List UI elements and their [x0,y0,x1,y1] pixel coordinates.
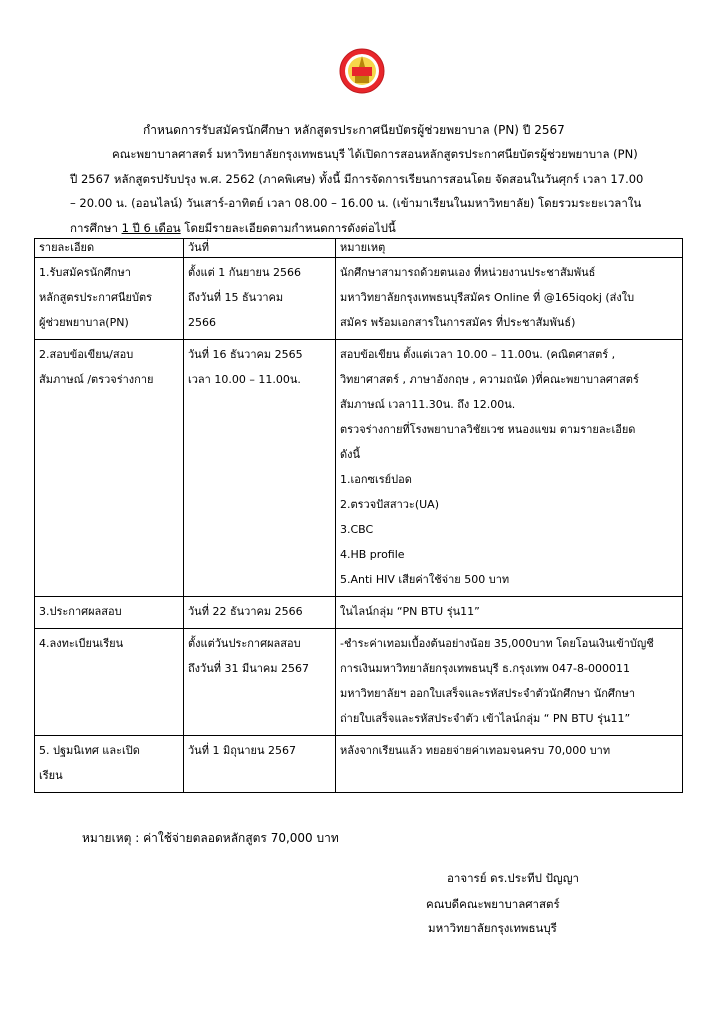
cell-line: ผู้ช่วยพยาบาล(PN) [39,316,129,329]
cell-line: นักศึกษาสามารถด้วยตนเอง ที่หน่วยงานประชาสัมพันธ์ [340,266,596,279]
cell-line: 2566 [188,316,216,329]
cell-line: การเงินมหาวิทยาลัยกรุงเทพธนบุรี ธ.กรุงเทพ 047-8-000011 [340,662,630,675]
cell-line: ในไลน์กลุ่ม “PN BTU รุ่น11” [340,605,480,618]
cell-line: มหาวิทยาลัยกรุงเทพธนบุรีสมัคร Online ที่ @165iqokj (ส่งใบ [340,291,635,304]
detail-cell [35,629,184,736]
table-row [35,629,683,736]
header-note: หมายเหตุ [336,239,683,258]
signer-organization: มหาวิทยาลัยกรุงเทพธนบุรี [428,921,557,935]
intro-paragraph-line [70,220,396,236]
cell-line: สัมภาษณ์ เวลา11.30น. ถึง 12.00น. [340,398,516,411]
table-row [35,258,683,340]
signer-title: คณบดีคณะพยาบาลศาสตร์ [426,897,560,911]
cell-line: 5. ปฐมนิเทศ และเปิด [39,744,140,757]
header-detail: รายละเอียด [35,239,184,258]
cell-line: 3.CBC [340,523,374,536]
cell-line: 4.ลงทะเบียนเรียน [39,637,124,650]
cell-line: ถึงวันที่ 15 ธันวาคม [188,291,284,304]
cell-line: หลังจากเรียนแล้ว ทยอยจ่ายค่าเทอมจนครบ 70,000 บาท [340,744,611,757]
cost-remark: หมายเหตุ : ค่าใช้จ่ายตลอดหลักสูตร 70,000 บาท [82,831,339,845]
cell-line: 5.Anti HIV เสียค่าใช้จ่าย 500 บาท [340,573,510,586]
cell-line: ตั้งแต่ 1 กันยายน 2566 [188,266,301,279]
intro-text: โดยมีรายละเอียดตามกำหนดการดังต่อไปนี้ [180,221,396,235]
header-date: วันที่ [184,239,336,258]
intro-paragraph-line: ปี 2567 หลักสูตรปรับปรุง พ.ศ. 2562 (ภาคพิเศษ) ทั้งนี้ มีการจัดการเรียนการสอนโดย จัดสอนในวันศุกร์ เวลา 17.00 [70,172,644,186]
document-title: กำหนดการรับสมัครนักศึกษา หลักสูตรประกาศนียบัตรผู้ช่วยพยาบาล (PN) ปี 2567 [143,123,565,137]
cell-line: เวลา 10.00 – 11.00น. [188,373,301,386]
cell-line: -ชำระค่าเทอมเบื้องต้นอย่างน้อย 35,000บาท โดยโอนเงินเข้าบัญชี [340,637,654,650]
table-header-row [35,239,683,258]
signer-name: อาจารย์ ดร.ประทีป ปัญญา [447,871,579,885]
date-cell [184,629,336,736]
note-cell [336,629,683,736]
date-cell [184,736,336,793]
schedule-table [34,238,683,793]
study-duration: 1 ปี 6 เดือน [121,221,181,235]
cell-line: วันที่ 1 มิถุนายน 2567 [188,744,297,757]
note-cell [336,597,683,629]
table-row [35,597,683,629]
cell-line: เรียน [39,769,63,782]
detail-cell [35,340,184,597]
cell-line: วันที่ 22 ธันวาคม 2566 [188,605,303,618]
cell-line: หลักสูตรประกาศนียบัตร [39,291,153,304]
cell-line: ถึงวันที่ 31 มีนาคม 2567 [188,662,310,675]
cell-line: 3.ประกาศผลสอบ [39,605,122,618]
cell-line: ตรวจร่างกายที่โรงพยาบาลวิชัยเวช หนองแขม ตามรายละเอียด [340,423,636,436]
cell-line: 1.รับสมัครนักศึกษา [39,266,131,279]
cell-line: 1.เอกซเรย์ปอด [340,473,412,486]
note-cell [336,258,683,340]
cell-line: 4.HB profile [340,548,405,561]
detail-cell [35,258,184,340]
cell-line: วันที่ 16 ธันวาคม 2565 [188,348,303,361]
intro-paragraph-line: คณะพยาบาลศาสตร์ มหาวิทยาลัยกรุงเทพธนบุรี ได้เปิดการสอนหลักสูตรประกาศนียบัตรผู้ช่วยพยาบาล (PN) [112,147,638,161]
intro-paragraph-line: – 20.00 น. (ออนไลน์) วันเสาร์-อาทิตย์ เวลา 08.00 – 16.00 น. (เข้ามาเรียนในมหาวิทยาลัย) โดยรวมระยะเวลาใน [70,196,642,210]
cell-line: สัมภาษณ์ /ตรวจร่างกาย [39,373,154,386]
cell-line: 2.ตรวจปัสสาวะ(UA) [340,498,439,511]
cell-line: สอบข้อเขียน ตั้งแต่เวลา 10.00 – 11.00น. (คณิตศาสตร์ , [340,348,616,361]
table-row [35,736,683,793]
table-row [35,340,683,597]
note-cell [336,340,683,597]
cell-line: ถ่ายใบเสร็จและรหัสประจำตัว เข้าไลน์กลุ่ม “ PN BTU รุ่น11” [340,712,631,725]
cell-line: วิทยาศาสตร์ , ภาษาอังกฤษ , ความถนัด )ที่คณะพยาบาลศาสตร์ [340,373,639,386]
cell-line: ดังนี้ [340,448,361,461]
date-cell [184,258,336,340]
cell-line: มหาวิทยาลัยฯ ออกใบเสร็จและรหัสประจำตัวนักศึกษา นักศึกษา [340,687,635,700]
intro-text: การศึกษา [70,221,122,235]
note-cell [336,736,683,793]
university-logo-icon [338,47,386,95]
date-cell [184,340,336,597]
detail-cell [35,597,184,629]
cell-line: ตั้งแต่วันประกาศผลสอบ [188,637,301,650]
date-cell [184,597,336,629]
cell-line: สมัคร พร้อมเอกสารในการสมัคร ที่ประชาสัมพันธ์) [340,316,576,329]
cell-line: 2.สอบข้อเขียน/สอบ [39,348,134,361]
detail-cell [35,736,184,793]
